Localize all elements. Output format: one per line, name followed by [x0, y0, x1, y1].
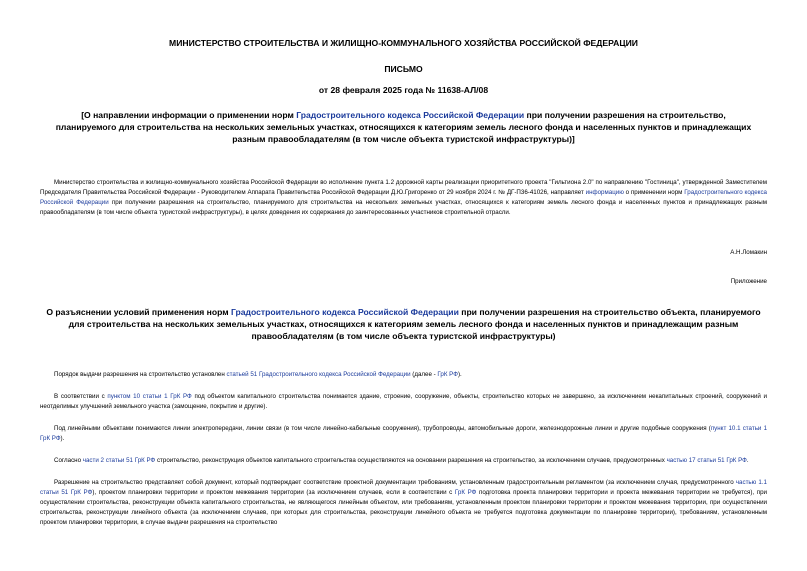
link-point-10-1-article-1[interactable]: пункт 10.1 статьи 1 ГрК РФ: [40, 425, 768, 442]
document-title-text-2: при получении разрешения на строительство, планируемого для строительства на нескольких земельных участках, относящихся к категориям земель лесного фонда и населенных пунктов и принадлежащих разным правообладателям (в том числе объекта туристской инфраструктуры)]: [55, 110, 752, 144]
appendix-title-link-grk[interactable]: Градостроительного кодекса Российской Федерации: [230, 307, 459, 317]
appendix-title-text-2: при получении разрешения на строительство объекта, планируемого для строительства на нескольких земельных участках, относящихся к категориям земель лесного фонда и населенных пунктов и принадлежащим разным правообладателям (в том числе объекта туристской инфраструктуры): [68, 307, 761, 341]
paragraph-text: ).: [60, 435, 65, 442]
link-point-10-article-1[interactable]: пунктом 10 статьи 1 ГрК РФ: [107, 393, 192, 400]
paragraph-text: под объектом капитального строительства понимается здание, строение, сооружение, объекты, строительство которых не завершено, за исключением некапитальных строений, сооружений и неотделимых улучшений земельного участка (замощение, покрытие и другие).: [40, 393, 767, 410]
paragraph-5: [40, 466, 767, 528]
link-grk-rf-2[interactable]: ГрК РФ: [454, 489, 477, 496]
document-date-number: от 28 февраля 2025 года № 11638-АЛ/08: [318, 85, 489, 95]
paragraph-text: подготовка проекта планировки территории и проекта межевания территории не требуется), при осуществлении строительства, реконструкции объекта капитального строительства, не являющегося линейным объектом, или требованиям, установленным проектом планировки территории и проектом межевания территории, при осуществлении строительства, реконструкции линейного объекта (за исключением случаев, при которых для строительства, реконструкции линейного объекта не требуется подготовка документации по планировке территории), требованиям, установленным проектом планировки территории, в случае выдачи разрешения на строительство: [40, 489, 767, 526]
letter-text-3: при получении разрешения на строительство, планируемого для строительства на нескольких земельных участках, относящихся к категориям земель лесного фонда и населенных пунктов и принадлежащих разным правообладателям (в том числе объекта туристской инфраструктуры), в целях доведения их содержания до заинтересованных участников строительной отрасли.: [40, 199, 767, 216]
letter-text-1: Министерство строительства и жилищно-коммунального хозяйства Российской Федерации во исполнение пункта 1.2 дорожной карты реализации приоритетного проекта "Гильтиона 2.0" по направлению "Гостиница", утвержденной Заместителем Председателя Правительства Российской Федерации - Руководителем Аппарата Правительства Российской Федерации Д.Ю.Григоренко от 29 ноября 2024 г. № ДГ-П36-41026, направляет: [40, 179, 767, 196]
signature: А.Н.Ломакин: [730, 249, 767, 256]
paragraph-text: Порядок выдачи разрешения на строительство установлен: [54, 371, 227, 378]
paragraph-text: Согласно: [54, 457, 83, 464]
document-title-link-grk[interactable]: Градостроительного кодекса Российской Федерации: [296, 110, 525, 120]
paragraph-1: [40, 342, 767, 380]
paragraph-text: ).: [457, 371, 462, 378]
appendix-title: [40, 287, 767, 342]
appendix-label: Приложение: [730, 278, 767, 285]
link-article-51[interactable]: статьей 51 Градостроительного кодекса Российской Федерации: [226, 371, 411, 378]
paragraph-4: [40, 444, 767, 466]
link-grk-rf[interactable]: ГрК РФ: [437, 371, 458, 378]
link-part-2-article-51[interactable]: части 2 статьи 51 ГрК РФ: [82, 457, 156, 464]
paragraph-3: [40, 412, 767, 444]
paragraph-text: Под линейными объектами понимаются линии электропередачи, линии связи (в том числе линейно-кабельные сооружения), трубопроводы, автомобильные дороги, железнодорожные линии и другие подобные сооружения (: [54, 425, 711, 432]
ministry-heading: МИНИСТЕРСТВО СТРОИТЕЛЬСТВА И ЖИЛИЩНО-КОММУНАЛЬНОГО ХОЗЯЙСТВА РОССИЙСКОЙ ФЕДЕРАЦИИ: [169, 38, 638, 48]
document-title-text-1: [О направлении информации о применении норм: [81, 110, 297, 120]
letter-text-2: о применении норм: [623, 189, 685, 196]
letter-body: [40, 145, 767, 218]
paragraph-text: строительство, реконструкция объектов капитального строительства осуществляются на основании разрешения на строительство, за исключением случаев, предусмотренных: [155, 457, 667, 464]
paragraph-text: ), проектом планировки территории и проектом межевания территории (за исключением случаев, если в соответствии с: [92, 489, 455, 496]
paragraph-2: [40, 380, 767, 412]
link-part-1-1-article-51[interactable]: частью 1.1 статьи 51 ГрК РФ: [40, 479, 768, 496]
paragraph-text: В соответствии с: [54, 393, 108, 400]
document-title: [40, 96, 767, 145]
letter-link-information[interactable]: информацию: [585, 189, 624, 196]
document-type: ПИСЬМО: [384, 64, 423, 74]
appendix-title-text-1: О разъяснении условий применения норм: [46, 307, 231, 317]
paragraph-text: Разрешение на строительство представляет собой документ, который подтверждает соответствие проектной документации требованиям, установленным градостроительным регламентом (за исключением случая, предусмотренного: [54, 479, 736, 486]
paragraph-text: (далее -: [410, 371, 438, 378]
paragraph-text: .: [746, 457, 749, 464]
letter-link-grk[interactable]: Градостроительного кодекса Российской Федерации: [40, 189, 767, 206]
link-part-17-article-51[interactable]: частью 17 статьи 51 ГрК РФ: [666, 457, 747, 464]
